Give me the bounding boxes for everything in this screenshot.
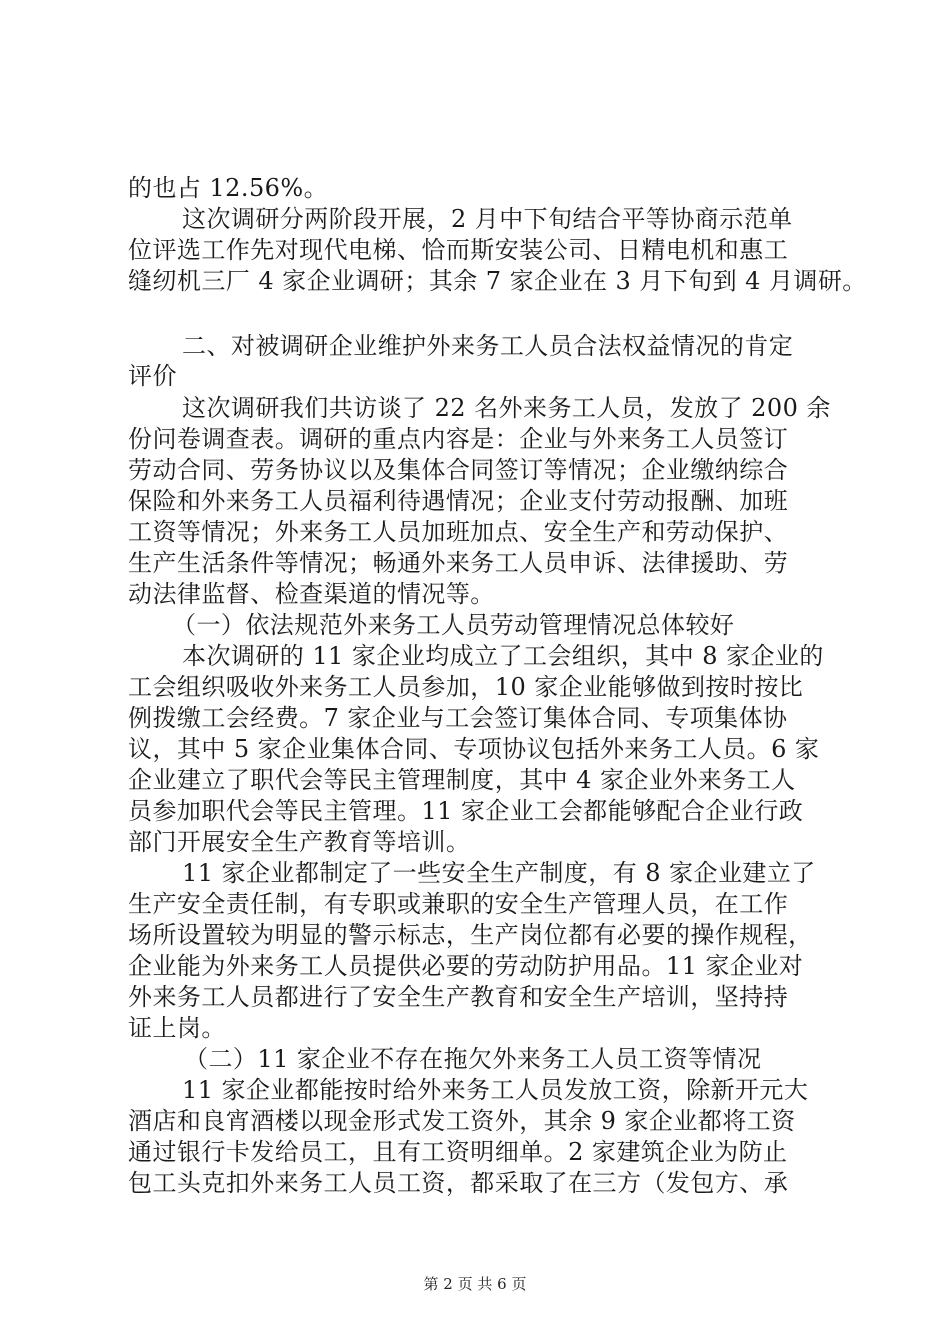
text-line: 生产安全责任制，有专职或兼职的安全生产管理人员，在工作	[128, 890, 789, 918]
text-line: 议，其中 5 家企业集体合同、专项协议包括外来务工人员。6 家	[128, 735, 820, 763]
section-heading: 二、对被调研企业维护外来务工人员合法权益情况的肯定	[182, 332, 794, 360]
text-line: 通过银行卡发给员工，且有工资明细单。2 家建筑企业为防止	[128, 1138, 788, 1166]
paragraph-first-line: 11 家企业都能按时给外来务工人员发放工资，除新开元大	[182, 1076, 809, 1104]
text-line: 证上岗。	[128, 1014, 226, 1042]
text-line: 例拨缴工会经费。7 家企业与工会签订集体合同、专项集体协	[128, 704, 788, 732]
text-line: 的也占 12.56%。	[128, 174, 329, 202]
text-line: 缝纫机三厂 4 家企业调研；其余 7 家企业在 3 月下旬到 4 月调研。	[128, 267, 867, 295]
paragraph-first-line: 这次调研分两阶段开展，2 月中下旬结合平等协商示范单	[182, 205, 793, 233]
text-line: 劳动合同、劳务协议以及集体合同签订等情况；企业缴纳综合	[128, 456, 789, 484]
text-line: 工会组织吸收外来务工人员参加，10 家企业能够做到按时按比	[128, 673, 804, 701]
page-number-footer: 第 2 页 共 6 页	[423, 1275, 527, 1293]
paragraph-first-line: 本次调研的 11 家企业均成立了工会组织，其中 8 家企业的	[182, 642, 824, 670]
section-heading-continued: 评价	[128, 362, 177, 390]
subsection-heading: （二）11 家企业不存在拖欠外来务工人员工资等情况	[184, 1045, 762, 1073]
text-line: 部门开展安全生产教育等培训。	[128, 828, 471, 856]
text-line: 生产生活条件等情况；畅通外来务工人员申诉、法律援助、劳	[128, 549, 789, 577]
text-line: 保险和外来务工人员福利待遇情况；企业支付劳动报酬、加班	[128, 487, 789, 515]
text-line: 场所设置较为明显的警示标志，生产岗位都有必要的操作规程，	[128, 921, 813, 949]
subsection-heading: （一）依法规范外来务工人员劳动管理情况总体较好	[172, 611, 735, 639]
paragraph-first-line: 11 家企业都制定了一些安全生产制度，有 8 家企业建立了	[182, 859, 816, 887]
text-line: 动法律监督、检查渠道的情况等。	[128, 580, 495, 608]
text-line: 员参加职代会等民主管理。11 家企业工会都能够配合企业行政	[128, 797, 804, 825]
text-line: 位评选工作先对现代电梯、恰而斯安装公司、日精电机和惠工	[128, 236, 789, 264]
text-line: 份问卷调查表。调研的重点内容是：企业与外来务工人员签订	[128, 425, 789, 453]
text-line: 包工头克扣外来务工人员工资，都采取了在三方（发包方、承	[128, 1169, 789, 1197]
text-line: 外来务工人员都进行了安全生产教育和安全生产培训，坚持持	[128, 983, 789, 1011]
text-line: 工资等情况；外来务工人员加班加点、安全生产和劳动保护、	[128, 518, 789, 546]
text-line: 企业能为外来务工人员提供必要的劳动防护用品。11 家企业对	[128, 952, 804, 980]
paragraph-first-line: 这次调研我们共访谈了 22 名外来务工人员，发放了 200 余	[182, 394, 831, 422]
text-line: 酒店和良宵酒楼以现金形式发工资外，其余 9 家企业都将工资	[128, 1107, 796, 1135]
text-line: 企业建立了职代会等民主管理制度，其中 4 家企业外来务工人	[128, 766, 796, 794]
